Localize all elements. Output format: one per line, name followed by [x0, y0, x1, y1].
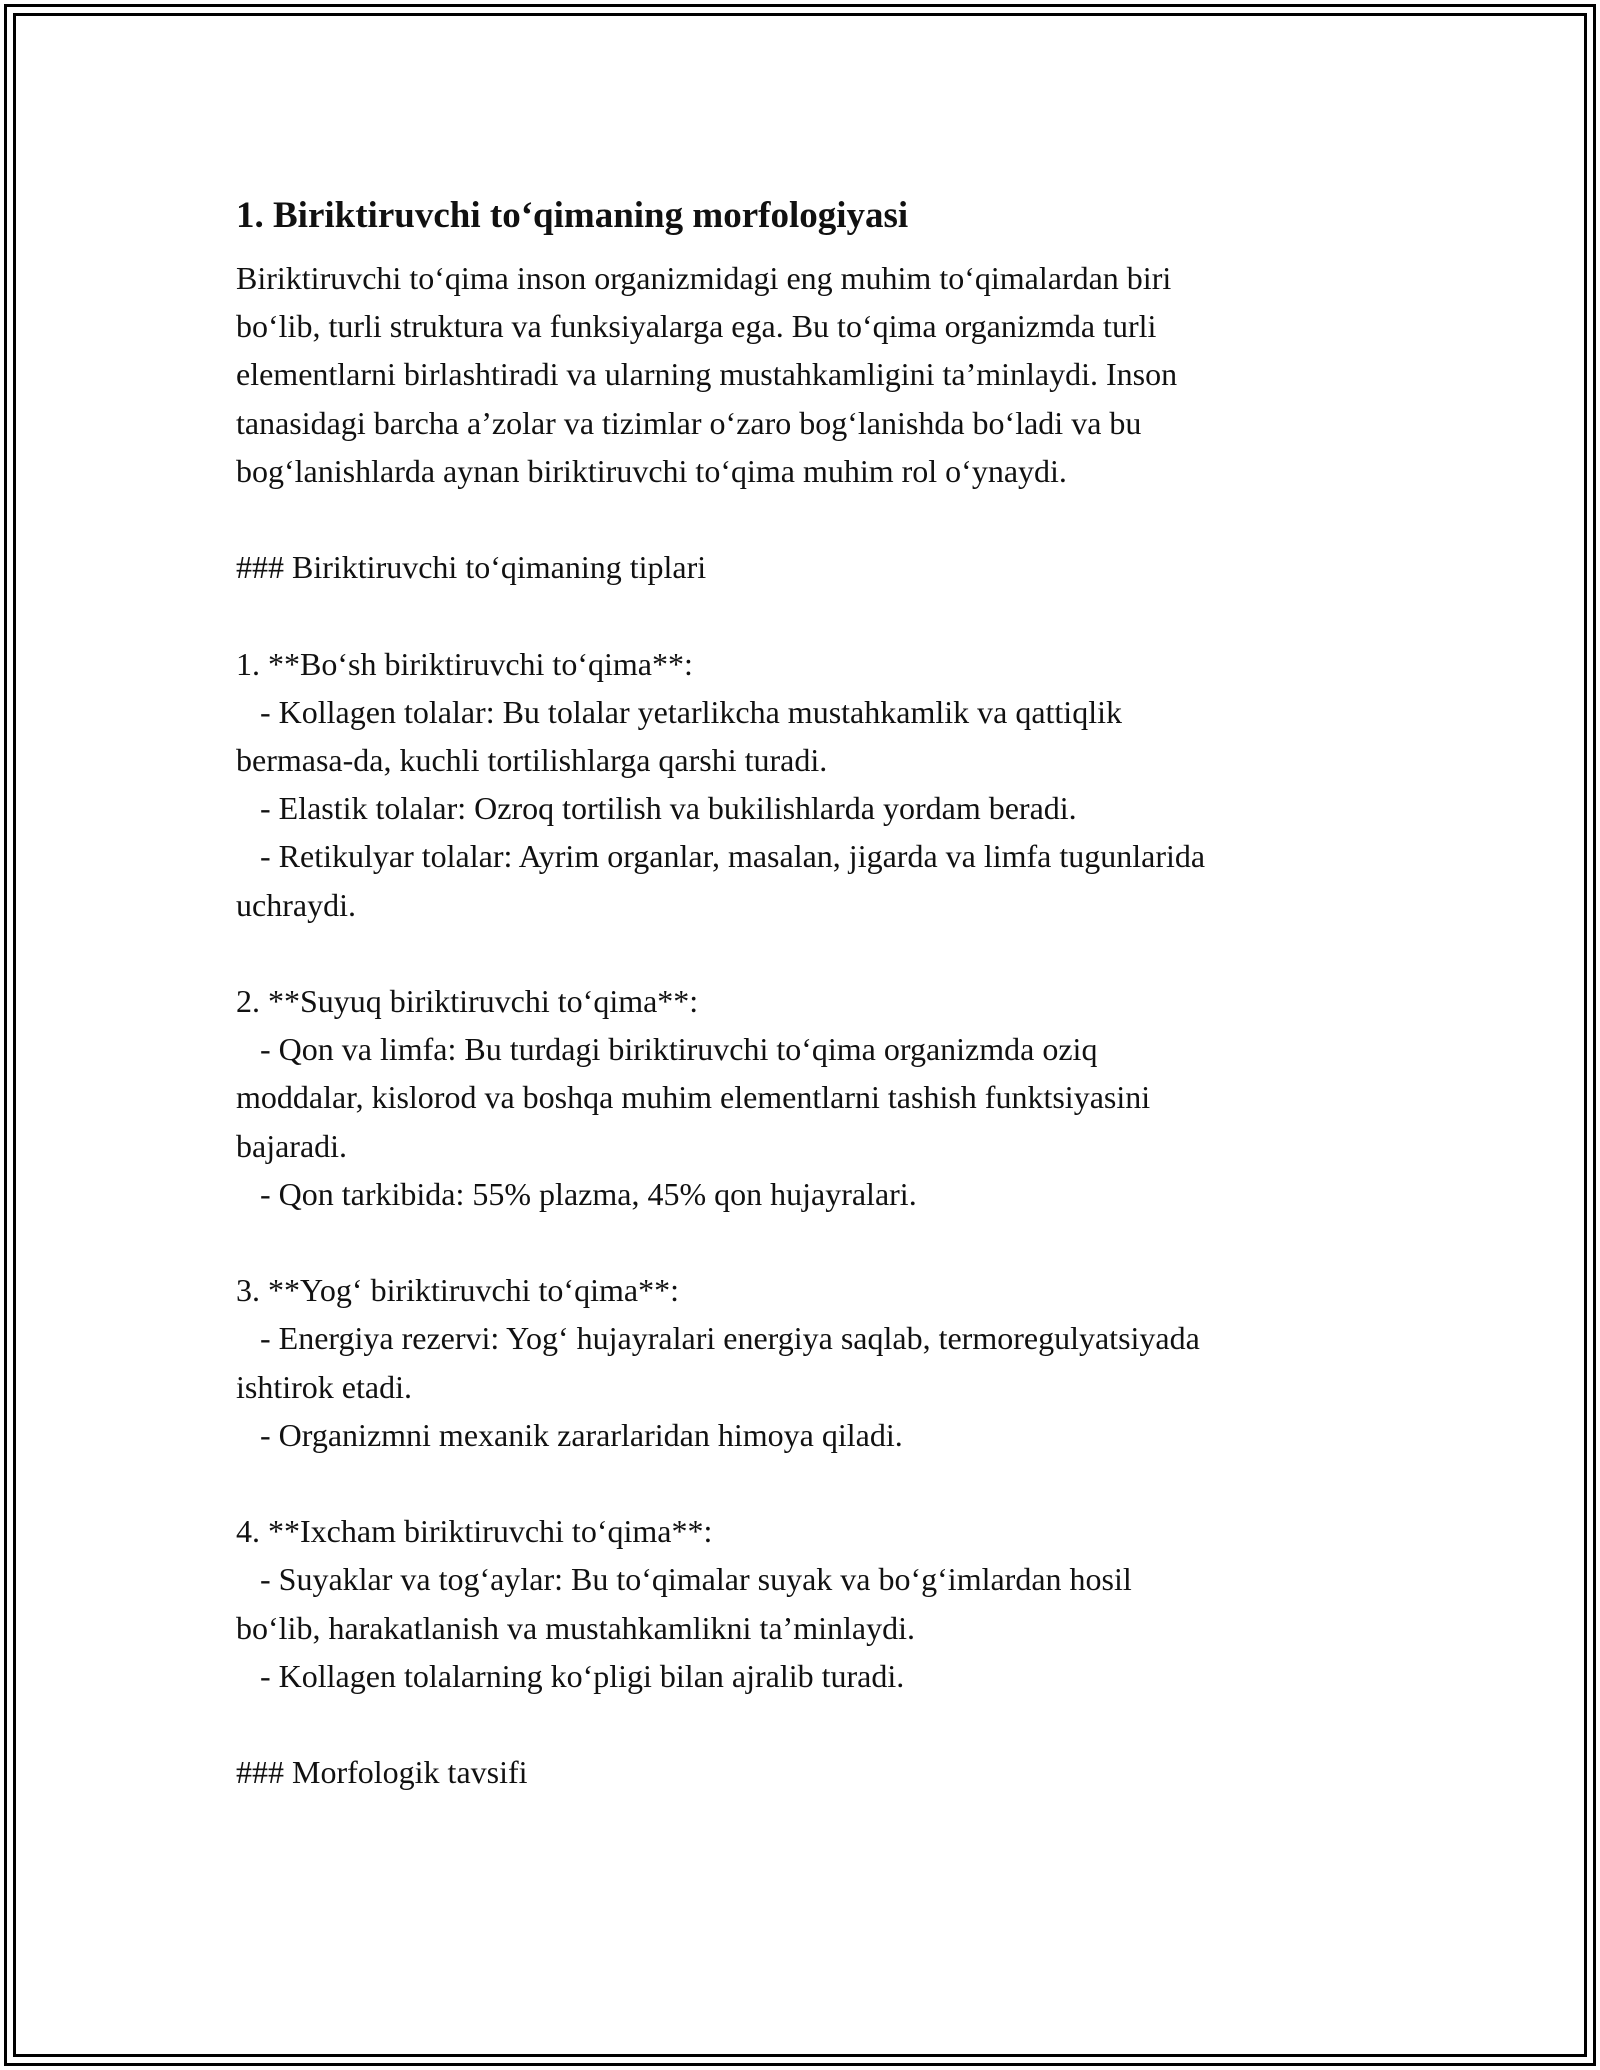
list-item-title: 2. **Suyuq biriktiruvchi to‘qima**:	[236, 983, 699, 1019]
body-text	[236, 495, 1376, 1796]
blank-line	[236, 1218, 1376, 1266]
list-subitem: - Qon tarkibida: 55% plazma, 45% qon hujayralari.	[236, 1175, 917, 1212]
text-line: tanasidagi barcha a’zolar va tizimlar o‘zaro bog‘lanishda bo‘ladi va bu	[236, 404, 1142, 441]
text-line: bog‘lanishlarda aynan biriktiruvchi to‘qima muhim rol o‘ynaydi.	[236, 452, 1067, 489]
list-subitem: - Organizmni mexanik zararlaridan himoya qiladi.	[236, 1416, 903, 1453]
list-item-title: 3. **Yog‘ biriktiruvchi to‘qima**:	[236, 1272, 679, 1309]
blank-line	[236, 929, 1376, 977]
blank-line	[236, 495, 1376, 543]
list-subitem: - Suyaklar va tog‘aylar: Bu to‘qimalar suyak va bo‘g‘imlardan hosil	[236, 1561, 1132, 1598]
text-line: ishtirok etadi.	[236, 1368, 412, 1405]
text-line: moddalar, kislorod va boshqa muhim elementlarni tashish funktsiyasini	[236, 1079, 1151, 1116]
document-heading: 1. Biriktiruvchi to‘qimaning morfologiyasi	[236, 195, 909, 236]
section-heading: ### Biriktiruvchi to‘qimaning tiplari	[236, 549, 707, 586]
list-subitem: - Energiya rezervi: Yog‘ hujayralari energiya saqlab, termoregulyatsiyada	[236, 1320, 1200, 1357]
list-item-title: 4. **Ixcham biriktiruvchi to‘qima**:	[236, 1513, 713, 1550]
text-line: bajaradi.	[236, 1127, 348, 1164]
text-line: bo‘lib, turli struktura va funksiyalarga ega. Bu to‘qima organizmda turli	[236, 308, 1157, 345]
section-heading: ### Morfologik tavsifi	[236, 1754, 528, 1791]
list-subitem: - Kollagen tolalarning ko‘pligi bilan ajralib turadi.	[236, 1657, 905, 1694]
text-line: bermasa-da, kuchli tortilishlarga qarshi turadi.	[236, 742, 828, 778]
text-line: bo‘lib, harakatlanish va mustahkamlikni ta’minlaydi.	[236, 1609, 915, 1646]
text-line: uchraydi.	[236, 886, 356, 923]
list-subitem: - Elastik tolalar: Ozroq tortilish va bukilishlarda yordam beradi.	[236, 790, 1077, 827]
blank-line	[236, 591, 1376, 639]
text-line: Biriktiruvchi to‘qima inson organizmidagi eng muhim to‘qimalardan biri	[236, 260, 1172, 296]
list-item-title: 1. **Bo‘sh biriktiruvchi to‘qima**:	[236, 645, 693, 682]
list-subitem: - Retikulyar tolalar: Ayrim organlar, masalan, jigarda va limfa tugunlarida	[236, 838, 1206, 875]
blank-line	[236, 1700, 1376, 1748]
text-line: elementlarni birlashtiradi va ularning mustahkamligini ta’minlaydi. Inson	[236, 356, 1178, 393]
list-subitem: - Kollagen tolalar: Bu tolalar yetarlikcha mustahkamlik va qattiqlik	[236, 693, 1122, 730]
document-body	[236, 188, 1376, 1796]
list-subitem: - Qon va limfa: Bu turdagi biriktiruvchi to‘qima organizmda oziq	[236, 1031, 1098, 1068]
intro-paragraph	[236, 254, 1376, 495]
blank-line	[236, 1459, 1376, 1507]
